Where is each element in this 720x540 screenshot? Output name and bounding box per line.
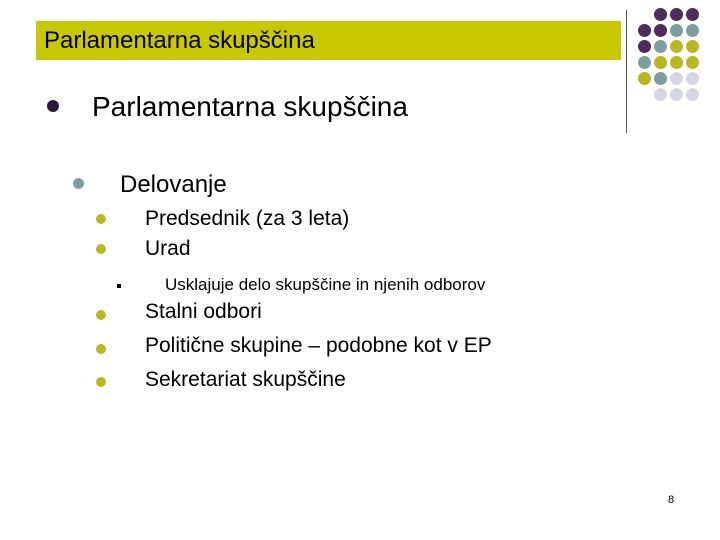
- bullet-icon: [96, 310, 106, 320]
- decorative-dot: [686, 24, 699, 37]
- decorative-dot: [654, 24, 667, 37]
- decorative-dot: [686, 88, 699, 101]
- list-item: Predsednik (za 3 leta): [145, 207, 350, 230]
- decorative-dot: [638, 72, 651, 85]
- bullet-icon: [47, 100, 59, 112]
- bullet-icon: [96, 244, 106, 254]
- decorative-dot: [686, 8, 699, 21]
- section-heading: Delovanje: [120, 171, 227, 198]
- bullet-icon: [96, 344, 106, 354]
- list-item: Urad: [145, 237, 191, 260]
- list-item: Stalni odbori: [145, 300, 262, 323]
- decorative-dot: [638, 40, 651, 53]
- list-item: Usklajuje delo skupščine in njenih odborov: [165, 275, 486, 294]
- decorative-dot: [670, 40, 683, 53]
- decorative-dot-grid: [638, 8, 718, 118]
- divider-line: [626, 10, 627, 133]
- slide-title: Parlamentarna skupščina: [44, 27, 315, 54]
- decorative-dot: [686, 40, 699, 53]
- decorative-dot: [686, 72, 699, 85]
- decorative-dot: [670, 56, 683, 69]
- decorative-dot: [686, 56, 699, 69]
- decorative-dot: [638, 56, 651, 69]
- slide-heading: Parlamentarna skupščina: [92, 91, 408, 122]
- title-bar: [36, 21, 621, 60]
- decorative-dot: [670, 8, 683, 21]
- bullet-icon: [73, 178, 84, 189]
- list-item: Politične skupine – podobne kot v EP: [145, 334, 492, 357]
- page-number: 8: [668, 494, 675, 506]
- square-bullet-icon: [117, 284, 121, 288]
- decorative-dot: [654, 40, 667, 53]
- decorative-dot: [638, 24, 651, 37]
- decorative-dot: [670, 72, 683, 85]
- decorative-dot: [654, 88, 667, 101]
- list-item: Sekretariat skupščine: [145, 368, 346, 391]
- decorative-dot: [670, 24, 683, 37]
- bullet-icon: [96, 214, 106, 224]
- decorative-dot: [654, 8, 667, 21]
- bullet-icon: [96, 377, 106, 387]
- decorative-dot: [670, 88, 683, 101]
- decorative-dot: [654, 72, 667, 85]
- decorative-dot: [654, 56, 667, 69]
